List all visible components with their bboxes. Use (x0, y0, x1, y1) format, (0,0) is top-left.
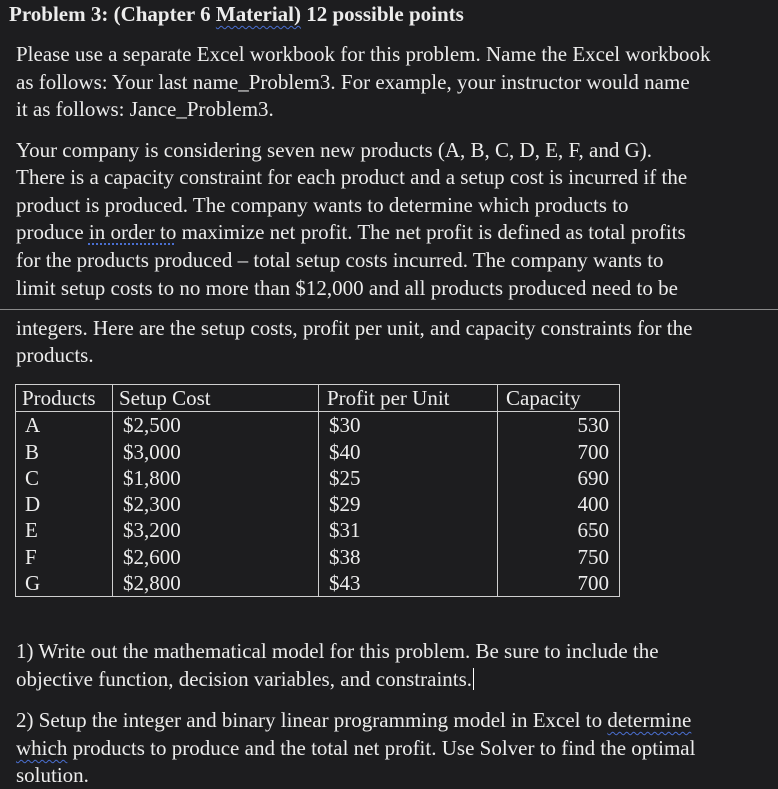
cell-setup-cost: $3,200 (113, 517, 319, 543)
question2-which: which (16, 736, 68, 760)
para2-line5: for the products produced – total setup costs incurred. The company wants to (16, 248, 664, 272)
para2-line1: Your company is considering seven new products (A, B, C, D, E, F, and G). (16, 138, 653, 162)
para2-line7: integers. Here are the setup costs, profit per unit, and capacity constraints for the (16, 316, 693, 340)
heading-part2: 12 possible points (301, 2, 464, 26)
cell-profit: $38 (319, 543, 498, 569)
problem-heading (9, 1, 464, 27)
para2-line3: product is produced. The company wants to determine which products to (16, 193, 629, 217)
heading-part1: Problem 3: (Chapter 6 (9, 2, 216, 26)
cell-profit: $30 (319, 412, 498, 439)
question2-line2 (16, 735, 695, 761)
table-row (16, 517, 620, 543)
para2-line4-start: produce (16, 220, 89, 244)
cell-profit: $43 (319, 570, 498, 597)
cell-capacity: 650 (498, 517, 620, 543)
products-table (15, 384, 620, 597)
table-row (16, 543, 620, 569)
para2-line2: There is a capacity constraint for each product and a setup cost is incurred if the (16, 165, 688, 189)
question2-line1-start: 2) Setup the integer and binary linear programming model in Excel to (16, 708, 608, 732)
cell-setup-cost: $2,500 (113, 412, 319, 439)
question2-line1 (16, 707, 691, 733)
cell-product: C (16, 465, 113, 491)
question1-line1: 1) Write out the mathematical model for this problem. Be sure to include the (16, 639, 659, 663)
cell-capacity: 700 (498, 439, 620, 465)
question2-line2-rest: products to produce and the total net profit. Use Solver to find the optimal (67, 736, 696, 760)
cell-product: A (16, 412, 113, 439)
table-row (16, 570, 620, 597)
cell-product: B (16, 439, 113, 465)
table-row (16, 491, 620, 517)
para2-line4-flagged: in order to (88, 220, 177, 244)
cell-product: G (16, 570, 113, 597)
question2-line3: solution. (16, 763, 89, 787)
question1-line2-wrap[interactable] (16, 666, 474, 692)
cell-capacity: 690 (498, 465, 620, 491)
heading-material: Material) (215, 2, 301, 26)
question2-determine: determine (607, 708, 692, 732)
cell-profit: $40 (319, 439, 498, 465)
cell-profit: $31 (319, 517, 498, 543)
header-profit-per-unit: Profit per Unit (319, 385, 498, 412)
table-header-row (16, 385, 620, 412)
table-row (16, 465, 620, 491)
cell-capacity: 700 (498, 570, 620, 597)
header-capacity: Capacity (498, 385, 620, 412)
cell-setup-cost: $3,000 (113, 439, 319, 465)
para1-line3: it as follows: Jance_Problem3. (16, 97, 274, 121)
cell-product: E (16, 517, 113, 543)
header-setup-cost: Setup Cost (113, 385, 319, 412)
text-cursor (473, 668, 474, 690)
question1-line2: objective function, decision variables, and constraints. (16, 667, 473, 691)
table-row (16, 439, 620, 465)
para2-line6: limit setup costs to no more than $12,000 and all products produced need to be (16, 276, 678, 300)
para2-line4-end: maximize net profit. The net profit is defined as total profits (176, 220, 686, 244)
page-break-divider (0, 309, 778, 310)
cell-profit: $25 (319, 465, 498, 491)
cell-setup-cost: $2,800 (113, 570, 319, 597)
cell-product: F (16, 543, 113, 569)
cell-capacity: 400 (498, 491, 620, 517)
cell-product: D (16, 491, 113, 517)
cell-setup-cost: $2,600 (113, 543, 319, 569)
para1-line2: as follows: Your last name_Problem3. For example, your instructor would name (16, 70, 690, 94)
para1-line1: Please use a separate Excel workbook for this problem. Name the Excel workbook (16, 42, 711, 66)
table-row (16, 412, 620, 439)
cell-setup-cost: $2,300 (113, 491, 319, 517)
cell-capacity: 750 (498, 543, 620, 569)
header-products: Products (16, 385, 113, 412)
para2-line8: products. (16, 343, 94, 367)
cell-profit: $29 (319, 491, 498, 517)
para2-line4 (16, 219, 686, 245)
cell-setup-cost: $1,800 (113, 465, 319, 491)
cell-capacity: 530 (498, 412, 620, 439)
